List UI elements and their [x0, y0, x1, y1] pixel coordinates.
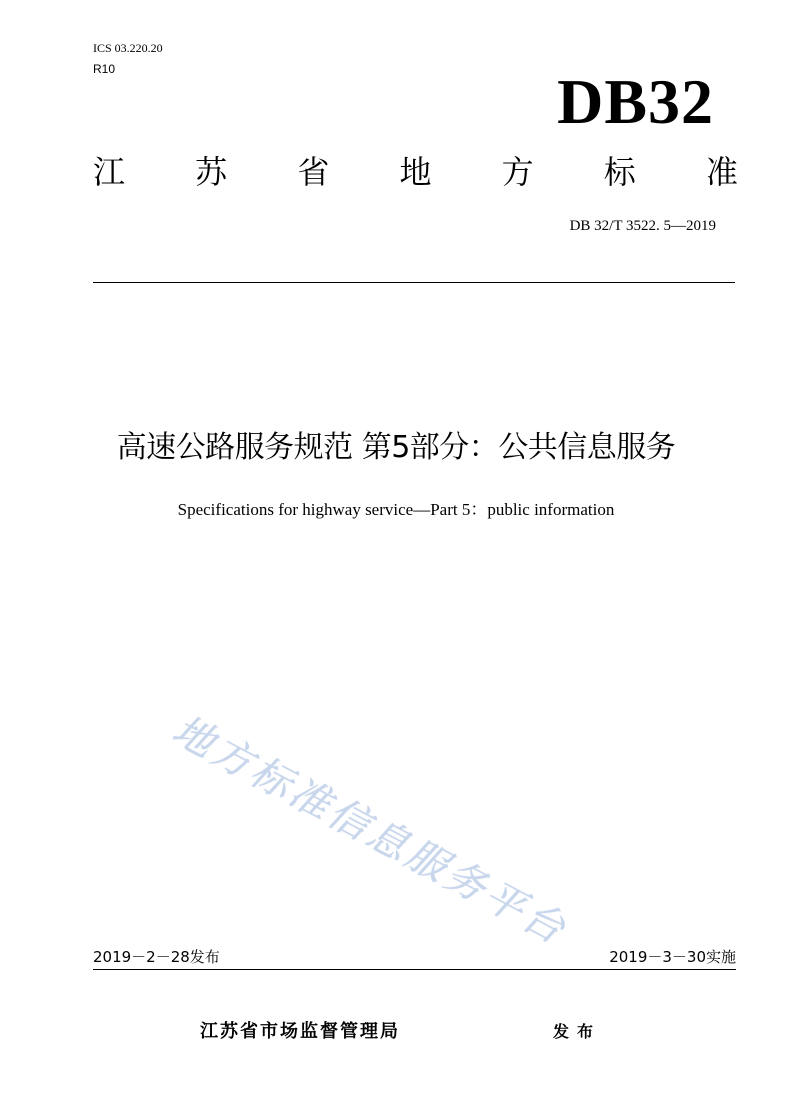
- issue-label: 发布: [553, 1022, 602, 1041]
- category-char: 省: [297, 153, 330, 191]
- issuing-authority: 江苏省市场监督管理局: [200, 1021, 400, 1042]
- standard-logo: DB32: [557, 66, 714, 137]
- implementation-date: 2019－3－30实施: [609, 948, 736, 966]
- category-char: 苏: [195, 153, 228, 191]
- english-title: Specifications for highway service—Part 5：public information: [177, 500, 615, 519]
- category-char: 方: [501, 153, 534, 191]
- chinese-title: 高速公路服务规范 第5部分：公共信息服务: [116, 430, 676, 465]
- issue-date: 2019－2－28发布: [93, 948, 220, 966]
- category-char: 江: [93, 153, 126, 191]
- watermark: 地方标准信息服务平台: [164, 707, 575, 955]
- category-char: 准: [705, 153, 738, 191]
- ics-code: ICS 03.220.20: [93, 41, 163, 55]
- category-char: 地: [399, 153, 432, 191]
- classification-code: R10: [93, 62, 116, 76]
- standard-number: DB 32/T 3522. 5—2019: [569, 218, 716, 234]
- header-divider: [93, 282, 735, 283]
- standard-category: [93, 152, 738, 192]
- footer-divider: [93, 969, 736, 970]
- category-char: 标: [603, 153, 636, 191]
